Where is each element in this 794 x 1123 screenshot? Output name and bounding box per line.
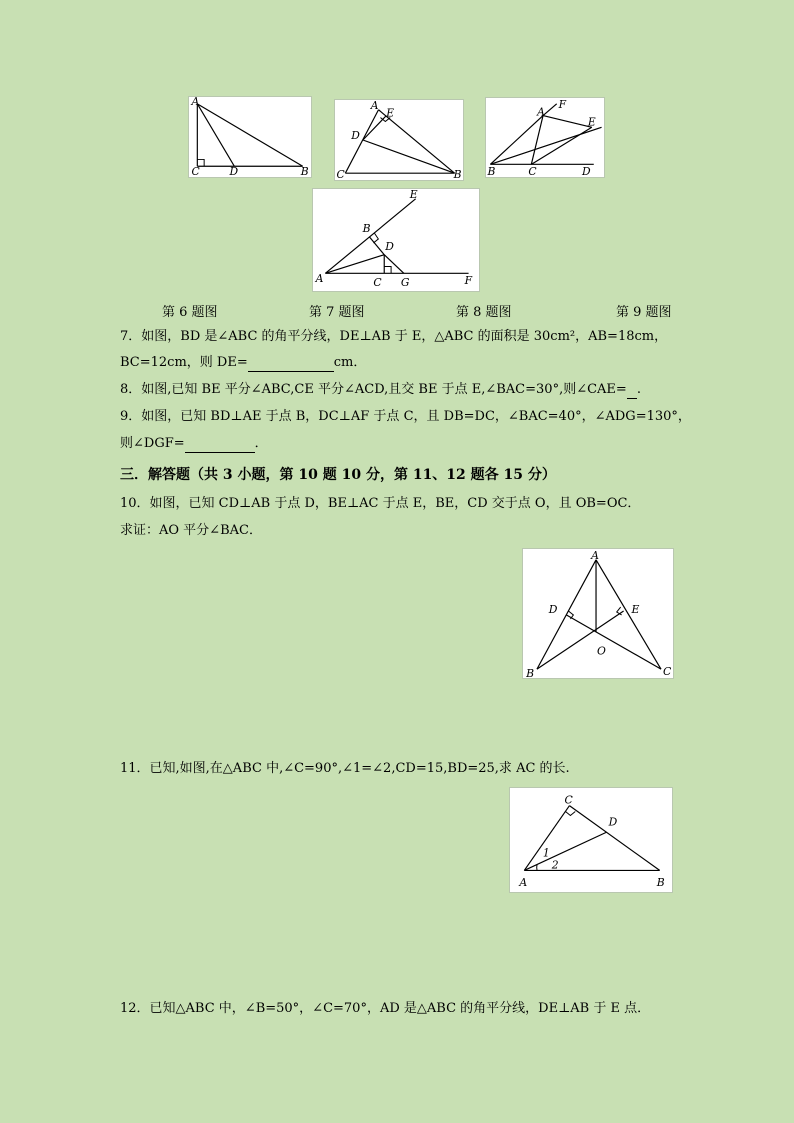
label-a: A [315,272,324,286]
label-b: B [300,165,309,177]
label-d: D [608,815,618,829]
figure-q10 [522,548,674,679]
q8-text: 8．如图,已知 BE 平分∠ABC,CE 平分∠ACD,且交 BE 于点 E,∠BAC=30°,则∠CAE= [120,382,627,397]
figure-q9 [312,188,480,292]
answer-blank-q7[interactable] [248,357,334,372]
label-g: G [400,276,410,290]
label-a: A [370,100,379,112]
q12-line: 12．已知△ABC 中，∠B=50°，∠C=70°，AD 是△ABC 的角平分线，DE⊥AB 于 E 点． [120,1001,651,1016]
q8-line [120,381,641,399]
caption-q6: 第 6 题图 [162,305,218,320]
label-c: C [528,165,537,177]
q7-line2-a: BC=12cm，则 DE= [120,355,248,370]
answer-blank-q8[interactable] [627,384,637,399]
label-e: E [386,106,395,120]
label-d: D [548,603,558,617]
q7-line1: 7．如图，BD 是∠ABC 的角平分线，DE⊥AB 于 E，△ABC 的面积是 30cm²，AB=18cm， [120,329,668,344]
label-angle-1: 1 [542,846,550,860]
label-angle-2: 2 [551,858,559,872]
caption-q8: 第 8 题图 [456,305,512,320]
label-b: B [453,168,462,180]
caption-q9: 第 9 题图 [616,305,672,320]
q9-line2-a: 则∠DGF= [120,436,185,451]
label-f: F [558,98,567,111]
label-c: C [662,665,672,678]
section-3-title: 三．解答题（共 3 小题，第 10 题 10 分，第 11、12 题各 15 分） [120,467,556,483]
label-d: D [582,165,591,177]
q10-line1: 10．如图，已知 CD⊥AB 于点 D，BE⊥AC 于点 E，BE，CD 交于点 O，且 OB=OC． [120,496,641,511]
label-b: B [487,165,496,177]
q11-line: 11．已知,如图,在△ABC 中,∠C=90°,∠1=∠2,CD=15,BD=25,求 AC 的长. [120,761,570,776]
figure-q7 [334,99,464,181]
answer-blank-q9[interactable] [185,438,255,453]
q9-line2 [120,435,268,453]
label-b: B [362,222,371,236]
label-a: A [519,876,528,890]
figure-q6 [188,96,312,178]
label-c: C [336,168,345,180]
label-b: B [656,876,665,890]
q7-line2-b: cm． [333,355,367,370]
label-d: D [385,239,394,253]
label-c: C [191,165,200,177]
label-a: A [191,97,200,108]
q10-line2: 求证：AO 平分∠BAC． [120,523,262,538]
figure-q11 [509,787,673,893]
label-d: D [351,129,360,143]
q8-end: . [636,382,641,397]
label-o: O [597,644,606,658]
label-a: A [591,549,599,562]
figure-q8 [485,97,605,178]
label-c: C [373,276,382,290]
label-d: D [229,165,239,177]
q9-line2-b: ． [254,436,268,451]
label-e: E [409,189,418,201]
q7-line2 [120,354,366,372]
label-f: F [464,274,473,288]
label-c: C [564,793,573,807]
caption-q7: 第 7 题图 [309,305,365,320]
label-e: E [587,115,596,129]
q9-line1: 9．如图，已知 BD⊥AE 于点 B，DC⊥AF 于点 C，且 DB=DC，∠BAC=40°，∠ADG=130°， [120,409,691,424]
label-a: A [537,105,545,119]
label-b: B [526,667,535,678]
label-e: E [631,603,640,617]
